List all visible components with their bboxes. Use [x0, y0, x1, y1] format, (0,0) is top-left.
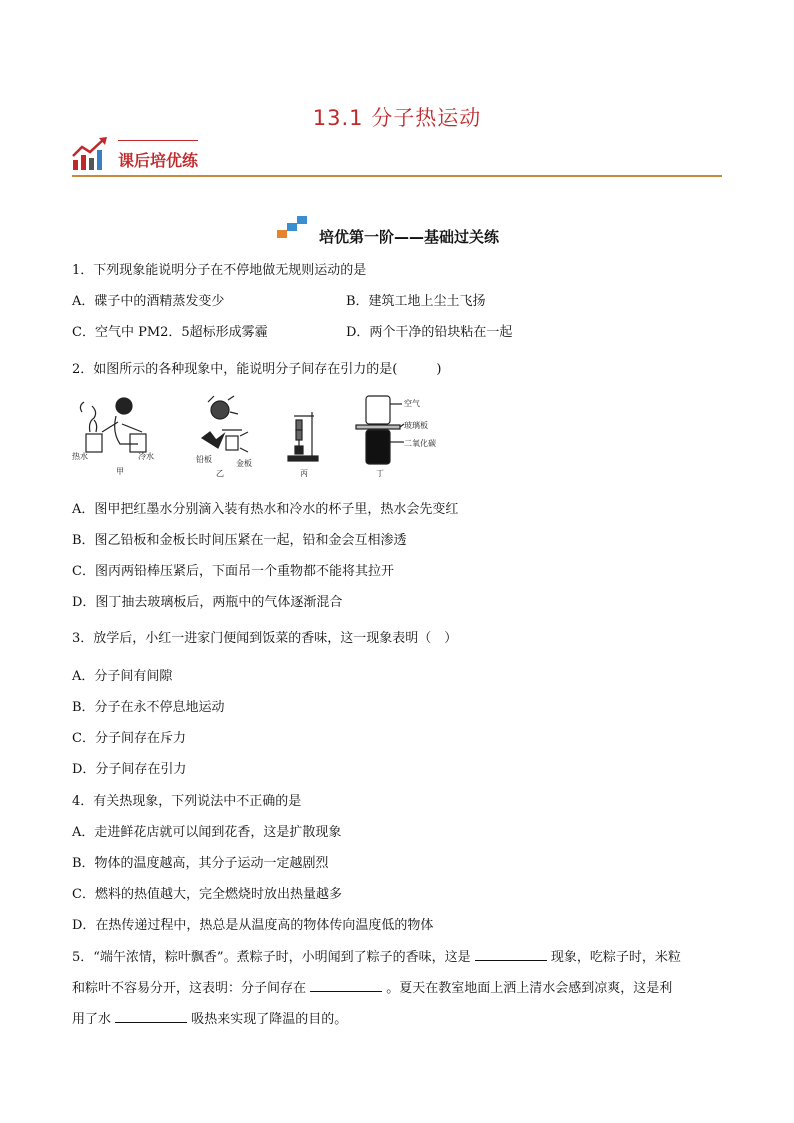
fig-label-bing: 丙 — [300, 469, 308, 478]
q1-option-d: D．两个干净的铅块粘在一起 — [346, 325, 513, 340]
q5-line-3 — [72, 1008, 347, 1027]
fig-label-gold: 金板 — [236, 459, 252, 468]
q1-option-c: C．空气中 PM2．5超标形成雾霾 — [72, 325, 268, 340]
fig-label-jia: 甲 — [116, 467, 124, 476]
fig-label-air: 空气 — [404, 399, 420, 408]
subtitle: 课后培优练 — [118, 151, 199, 170]
q5-blank-1[interactable] — [475, 948, 547, 961]
q2-figure-drawing — [72, 392, 452, 482]
fig-label-hot-water: 热水 — [72, 452, 88, 461]
q1-option-b: B．建筑工地上尘土飞扬 — [346, 294, 486, 309]
q5-text-1a: 5．“端午浓情，粽叶飘香”。煮粽子时，小明闻到了粽子的香味，这是 — [72, 950, 471, 965]
q5-blank-3[interactable] — [115, 1010, 187, 1023]
q3-option-c: C．分子间存在斥力 — [72, 731, 186, 746]
header-divider — [72, 175, 722, 177]
q2-option-d: D．图丁抽去玻璃板后，两瓶中的气体逐渐混合 — [72, 595, 343, 610]
q5-text-3a: 用了水 — [72, 1012, 112, 1027]
section-heading: 培优第一阶——基础过关练 — [318, 228, 499, 246]
q2-option-a: A．图甲把红墨水分别滴入装有热水和冷水的杯子里，热水会先变红 — [72, 502, 459, 517]
q4-option-a: A．走进鲜花店就可以闻到花香，这是扩散现象 — [72, 825, 342, 840]
q3-stem: 3．放学后，小红一进家门便闻到饭菜的香味，这一现象表明（ ） — [72, 631, 458, 646]
q5-line-1 — [72, 946, 681, 965]
q5-text-3b: 吸热来实现了降温的目的。 — [191, 1012, 348, 1027]
fig-label-lead: 铅板 — [196, 455, 212, 464]
q5-text-1b: 现象，吃粽子时，米粒 — [550, 950, 681, 965]
q1-option-a: A．碟子中的酒精蒸发变少 — [72, 294, 225, 309]
fig-label-yi: 乙 — [216, 469, 224, 478]
q5-line-2 — [72, 977, 672, 996]
page-title: 13.1 分子热运动 — [312, 106, 482, 130]
q5-blank-2[interactable] — [310, 979, 382, 992]
fig-label-glass: 玻璃板 — [404, 421, 428, 430]
q3-option-a: A．分子间有间隙 — [72, 669, 173, 684]
q1-stem: 1．下列现象能说明分子在不停地做无规则运动的是 — [72, 263, 367, 278]
q3-option-b: B．分子在永不停息地运动 — [72, 700, 225, 715]
subtitle-top-line — [118, 140, 198, 141]
fig-label-ding: 丁 — [376, 469, 384, 478]
q4-option-c: C．燃料的热值越大，完全燃烧时放出热量越多 — [72, 887, 342, 902]
q4-option-d: D．在热传递过程中，热总是从温度高的物体传向温度低的物体 — [72, 918, 434, 933]
q3-option-d: D．分子间存在引力 — [72, 762, 187, 777]
q4-option-b: B．物体的温度越高，其分子运动一定越剧烈 — [72, 856, 329, 871]
q2-option-c: C．图丙两铅棒压紧后，下面吊一个重物都不能将其拉开 — [72, 564, 394, 579]
fig-label-co2: 二氧化碳 — [404, 439, 436, 448]
q5-text-2a: 和粽叶不容易分开，这表明：分子间存在 — [72, 981, 307, 996]
q2-figure — [72, 392, 452, 482]
fig-label-cold-water: 冷水 — [138, 452, 154, 461]
q5-text-2b: 。夏天在教室地面上洒上清水会感到凉爽，这是利 — [386, 981, 673, 996]
q2-option-b: B．图乙铅板和金板长时间压紧在一起，铅和金会互相渗透 — [72, 533, 407, 548]
q2-stem: 2．如图所示的各种现象中，能说明分子间存在引力的是( ) — [72, 362, 442, 377]
q4-stem: 4．有关热现象，下列说法中不正确的是 — [72, 794, 302, 809]
chart-growth-icon — [72, 136, 110, 172]
